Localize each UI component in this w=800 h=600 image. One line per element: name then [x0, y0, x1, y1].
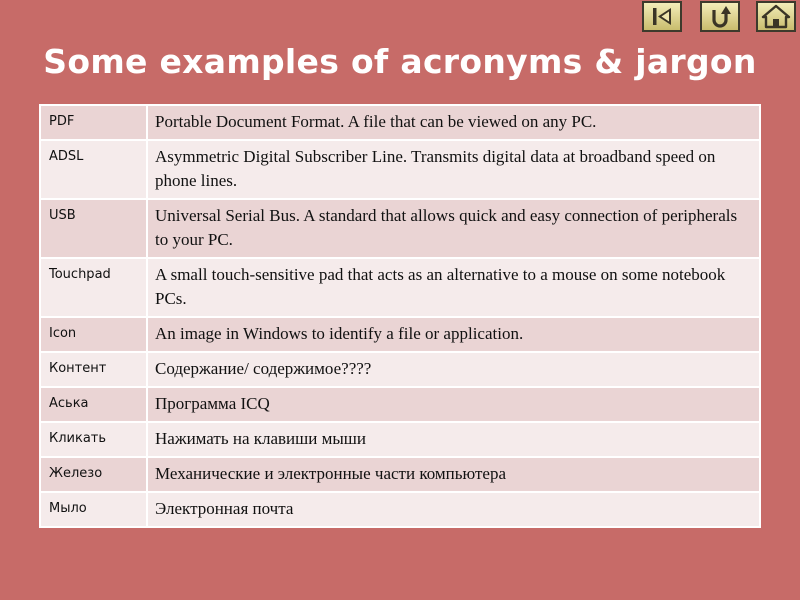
- table-row: [40, 140, 760, 199]
- back-icon: [644, 3, 680, 30]
- definition-cell: Программа ICQ: [147, 387, 760, 422]
- table-row: [40, 105, 760, 140]
- definition-cell: Asymmetric Digital Subscriber Line. Transmits digital data at broadband speed on phone lines.: [147, 140, 760, 199]
- return-icon: [702, 3, 738, 30]
- table-row: [40, 352, 760, 387]
- definition-cell: Механические и электронные части компьютера: [147, 457, 760, 492]
- term-cell: Железо: [40, 457, 147, 492]
- term-cell: Аська: [40, 387, 147, 422]
- return-button[interactable]: [700, 1, 740, 32]
- page-title: Some examples of acronyms & jargon: [43, 42, 757, 81]
- definition-cell: An image in Windows to identify a file or application.: [147, 317, 760, 352]
- term-cell: Кликать: [40, 422, 147, 457]
- definition-cell: A small touch-sensitive pad that acts as an alternative to a mouse on some notebook PCs.: [147, 258, 760, 317]
- table-row: [40, 199, 760, 258]
- table-row: [40, 422, 760, 457]
- table-row: [40, 457, 760, 492]
- navigation-bar: [638, 0, 800, 34]
- table-row: [40, 387, 760, 422]
- term-cell: USB: [40, 199, 147, 258]
- term-cell: Icon: [40, 317, 147, 352]
- table-row: [40, 317, 760, 352]
- back-button[interactable]: [642, 1, 682, 32]
- term-cell: Контент: [40, 352, 147, 387]
- home-button[interactable]: [756, 1, 796, 32]
- definition-cell: Universal Serial Bus. A standard that allows quick and easy connection of peripherals to your PC.: [147, 199, 760, 258]
- definition-cell: Электронная почта: [147, 492, 760, 527]
- term-cell: Touchpad: [40, 258, 147, 317]
- term-cell: PDF: [40, 105, 147, 140]
- table-row: [40, 492, 760, 527]
- table-row: [40, 258, 760, 317]
- definition-cell: Нажимать на клавиши мыши: [147, 422, 760, 457]
- definition-cell: Portable Document Format. A file that can be viewed on any PC.: [147, 105, 760, 140]
- definition-cell: Содержание/ содержимое????: [147, 352, 760, 387]
- term-cell: ADSL: [40, 140, 147, 199]
- term-cell: Мыло: [40, 492, 147, 527]
- home-icon: [758, 3, 794, 30]
- glossary-table: [39, 104, 761, 528]
